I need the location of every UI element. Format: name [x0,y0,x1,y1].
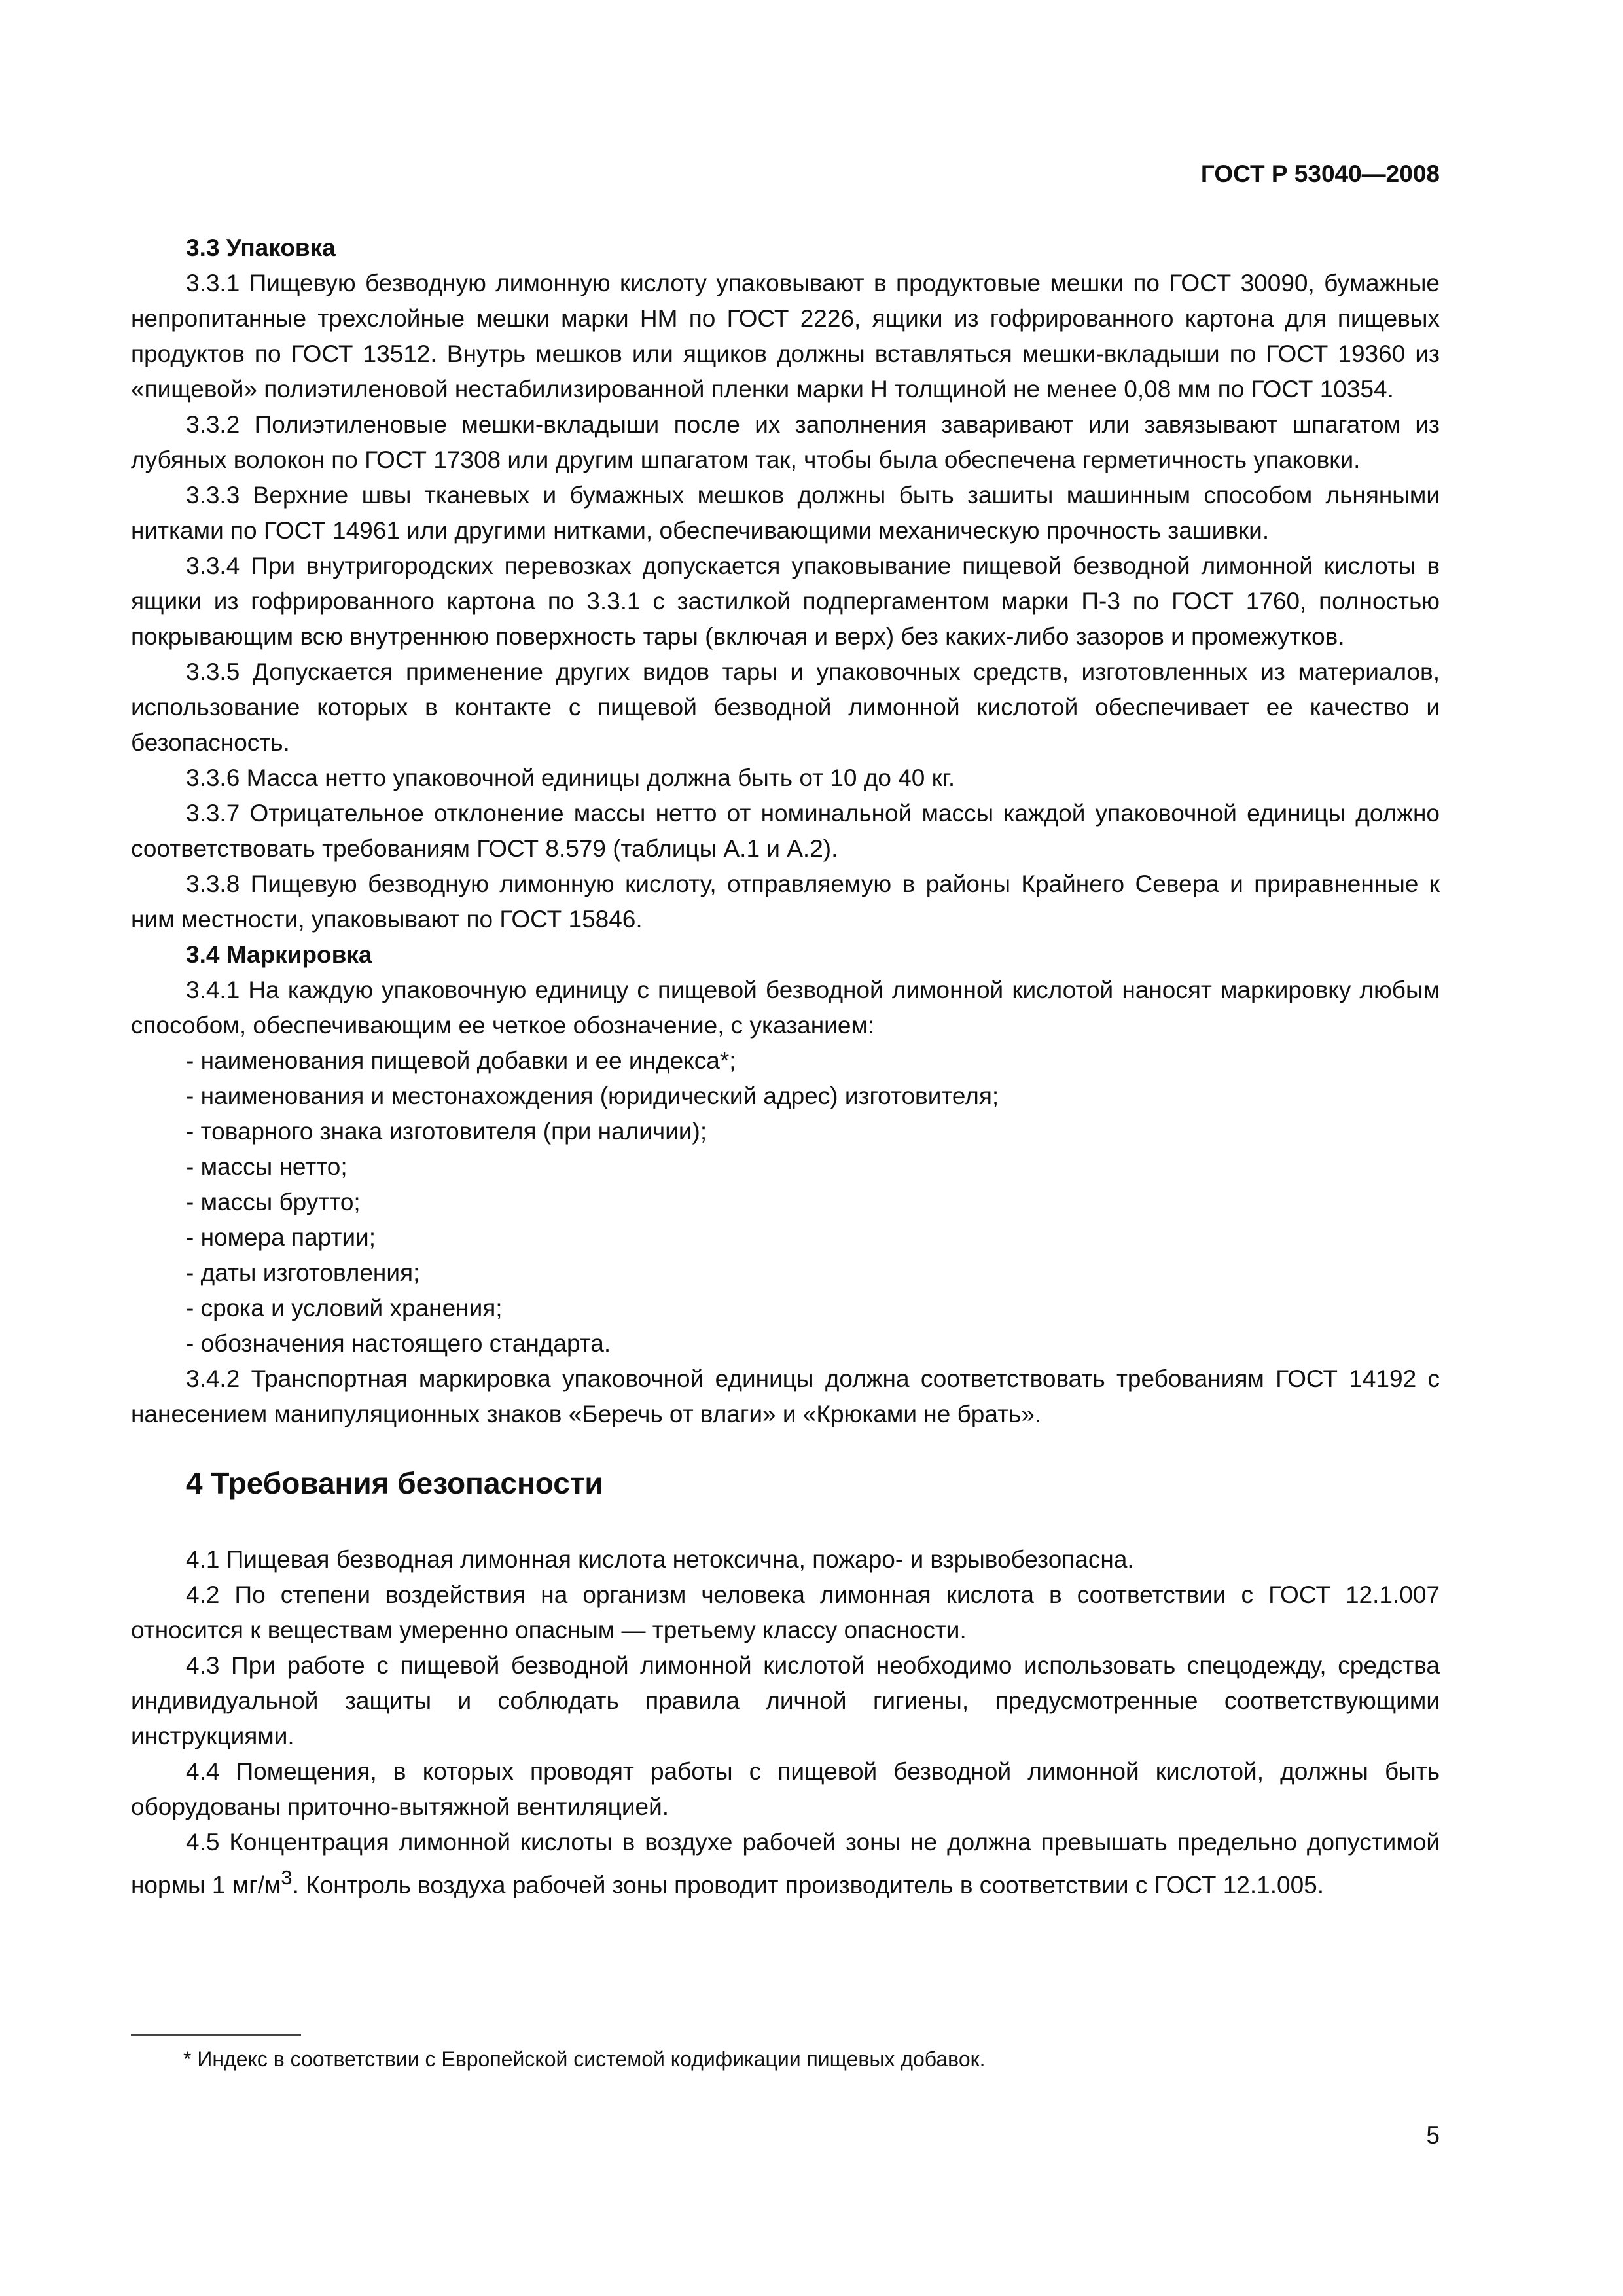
paragraph-3-3-5: 3.3.5 Допускается применение других видов тары и упаковочных средств, изготовленных из материалов, использование которых в контакте с пищевой безводной лимонной кислотой обеспечивает ее качество и безопасность. [131,658,1440,756]
paragraph-3-3-7: 3.3.7 Отрицательное отклонение массы нетто от номинальной массы каждой упаковочной единицы должно соответствовать требованиям ГОСТ 8.579 (таблицы А.1 и А.2). [131,800,1440,862]
list-item: - даты изготовления; [186,1259,420,1286]
list-item: - массы брутто; [186,1189,361,1215]
footnote: * Индекс в соответствии с Европейской системой кодификации пищевых добавок. [183,2047,986,2071]
list-item: - срока и условий хранения; [186,1295,503,1321]
paragraph-3-3-6: 3.3.6 Масса нетто упаковочной единицы должна быть от 10 до 40 кг. [186,764,955,791]
paragraph-3-3-4: 3.3.4 При внутригородских перевозках допускается упаковывание пищевой безводной лимонной кислоты в ящики из гофрированного картона по 3.3.1 с застилкой подпергаментом марки П-3 по ГОСТ 1760, полностью покрывающим всю внутреннюю поверхность тары (включая и верх) без каких-либо зазоров и промежутков. [131,552,1440,650]
paragraph-3-3-8: 3.3.8 Пищевую безводную лимонную кислоту, отправляемую в районы Крайнего Севера и приравненные к ним местности, упаковывают по ГОСТ 15846. [131,870,1440,933]
section-heading-3-3: 3.3 Упаковка [186,234,336,261]
page-content [131,230,1440,1903]
list-item: - наименования пищевой добавки и ее индекса*; [186,1047,736,1074]
paragraph-3-3-1: 3.3.1 Пищевую безводную лимонную кислоту упаковывают в продуктовые мешки по ГОСТ 30090, бумажные непропитанные трехслойные мешки марки НМ по ГОСТ 2226, ящики из гофрированного картона для пищевых продуктов по ГОСТ 13512. Внутрь мешков или ящиков должны вставляться мешки-вкладыши по ГОСТ 19360 из «пищевой» полиэтиленовой нестабилизированной пленки марки Н толщиной не менее 0,08 мм по ГОСТ 10354. [131,270,1440,403]
paragraph-3-3-2: 3.3.2 Полиэтиленовые мешки-вкладыши после их заполнения заваривают или завязывают шпагатом из лубяных волокон по ГОСТ 17308 или другим шпагатом так, чтобы была обеспечена герметичность упаковки. [131,411,1440,473]
paragraph-4-5-text: 4.5 Концентрация лимонной кислоты в воздухе рабочей зоны не должна превышать предельно допустимой нормы 1 мг/м [131,1829,1440,1899]
paragraph-4-3: 4.3 При работе с пищевой безводной лимонной кислотой необходимо использовать спецодежду, средства индивидуальной защиты и соблюдать правила личной гигиены, предусмотренные соответствующими инструкциями. [131,1652,1440,1749]
paragraph-4-2: 4.2 По степени воздействия на организм человека лимонная кислота в соответствии с ГОСТ 12.1.007 относится к веществам умеренно опасным — третьему классу опасности. [131,1581,1440,1643]
paragraph-3-4-2: 3.4.2 Транспортная маркировка упаковочной единицы должна соответствовать требованиям ГОСТ 14192 с нанесением манипуляционных знаков «Беречь от влаги» и «Крюками не брать». [131,1365,1440,1427]
list-item: - массы нетто; [186,1153,348,1180]
list-item: - обозначения настоящего стандарта. [186,1330,611,1357]
paragraph-4-5-text-end: . Контроль воздуха рабочей зоны проводит производитель в соответствии с ГОСТ 12.1.005. [292,1871,1325,1899]
paragraph-3-3-3: 3.3.3 Верхние швы тканевых и бумажных мешков должны быть зашиты машинным способом льняными нитками по ГОСТ 14961 или другими нитками, обеспечивающими механическую прочность зашивки. [131,482,1440,544]
paragraph-3-4-1: 3.4.1 На каждую упаковочную единицу с пищевой безводной лимонной кислотой наносят маркировку любым способом, обеспечивающим ее четкое обозначение, с указанием: [131,977,1440,1039]
footnote-divider [131,2034,301,2036]
list-item: - товарного знака изготовителя (при наличии); [186,1118,707,1145]
superscript: 3 [281,1866,293,1889]
section-heading-3-4: 3.4 Маркировка [186,941,372,968]
paragraph-4-1: 4.1 Пищевая безводная лимонная кислота нетоксична, пожаро- и взрывобезопасна. [186,1546,1134,1573]
paragraph-4-5 [131,1825,1440,1903]
document-code: ГОСТ Р 53040—2008 [1200,160,1440,187]
section-heading-4: 4 Требования безопасности [186,1466,603,1500]
page-number: 5 [1426,2122,1440,2149]
list-item: - номера партии; [186,1224,376,1251]
paragraph-4-4: 4.4 Помещения, в которых проводят работы с пищевой безводной лимонной кислотой, должны быть оборудованы приточно-вытяжной вентиляцией. [131,1758,1440,1820]
list-item: - наименования и местонахождения (юридический адрес) изготовителя; [186,1083,999,1109]
